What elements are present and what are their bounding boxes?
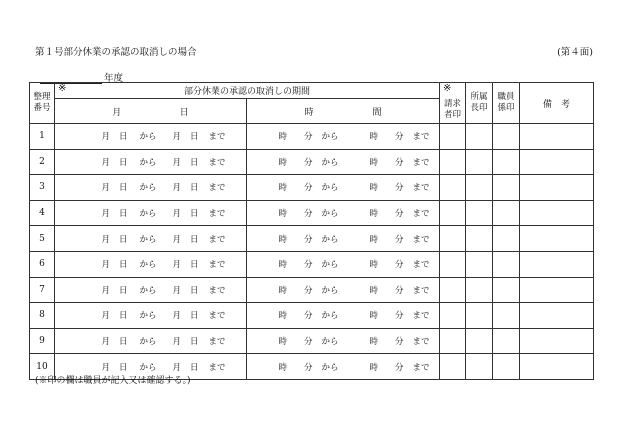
date-range-field[interactable]: 月 日 から 月 日 まで [55,277,247,303]
date-range-field[interactable]: 月 日 から 月 日 まで [55,200,247,226]
table-row [30,226,594,252]
table-row [30,277,594,303]
table-row [30,124,594,150]
remarks-cell[interactable] [520,277,594,303]
staff-seal-cell[interactable] [493,328,520,354]
remarks-cell[interactable] [520,124,594,150]
date-range-field[interactable]: 月 日 から 月 日 まで [55,303,247,329]
claimant-seal-cell[interactable] [440,354,466,380]
header-head-seal: 所属 長印 [466,83,493,124]
table-row [30,149,594,175]
head-seal-cell[interactable] [466,251,493,277]
row-number: 5 [30,226,55,252]
remarks-cell[interactable] [520,226,594,252]
footnote: (※印の欄は職員が記入又は確認する。) [35,376,191,386]
header-serial-no: 整理 番号 [30,83,55,124]
head-seal-cell[interactable] [466,149,493,175]
subheader-date: 月 日 [55,99,247,124]
row-number: 7 [30,277,55,303]
staff-note-mark: ※ [58,83,67,94]
date-range-field[interactable]: 月 日 から 月 日 まで [55,124,247,150]
claimant-seal-cell[interactable] [440,200,466,226]
time-range-field[interactable]: 時 分 から 時 分 まで [247,354,440,380]
row-number: 1 [30,124,55,150]
remarks-cell[interactable] [520,200,594,226]
table-row [30,200,594,226]
header-claimant-seal: ※ 請求 者印 [440,83,466,124]
row-number: 10 [30,354,55,380]
time-range-field[interactable]: 時 分 から 時 分 まで [247,303,440,329]
time-range-field[interactable]: 時 分 から 時 分 まで [247,226,440,252]
year-label: 年度 [104,73,124,84]
remarks-cell[interactable] [520,354,594,380]
staff-seal-cell[interactable] [493,124,520,150]
date-range-field[interactable]: 月 日 から 月 日 まで [55,354,247,380]
table-row [30,303,594,329]
date-range-field[interactable]: 月 日 から 月 日 まで [55,149,247,175]
table-row [30,251,594,277]
row-number: 8 [30,303,55,329]
row-number: 4 [30,200,55,226]
head-seal-cell[interactable] [466,303,493,329]
staff-seal-cell[interactable] [493,226,520,252]
claimant-seal-cell[interactable] [440,149,466,175]
head-seal-cell[interactable] [466,200,493,226]
date-range-field[interactable]: 月 日 から 月 日 まで [55,251,247,277]
time-range-field[interactable]: 時 分 から 時 分 まで [247,328,440,354]
claimant-seal-cell[interactable] [440,226,466,252]
table-body [30,124,594,380]
staff-seal-cell[interactable] [493,354,520,380]
table-row [30,175,594,201]
cancellation-table [29,82,594,380]
staff-seal-cell[interactable] [493,303,520,329]
header-remarks: 備 考 [520,83,594,124]
staff-seal-cell[interactable] [493,149,520,175]
claimant-seal-cell[interactable] [440,303,466,329]
time-range-field[interactable]: 時 分 から 時 分 まで [247,149,440,175]
date-range-field[interactable]: 月 日 から 月 日 まで [55,328,247,354]
form-title: 第１号部分休業の承認の取消しの場合 [35,47,197,58]
table-row [30,328,594,354]
time-range-field[interactable]: 時 分 から 時 分 まで [247,124,440,150]
date-range-field[interactable]: 月 日 から 月 日 まで [55,175,247,201]
period-group-label: 部分休業の承認の取消しの期間 [184,87,311,97]
claimant-seal-cell[interactable] [440,251,466,277]
remarks-cell[interactable] [520,303,594,329]
claimant-seal-cell[interactable] [440,124,466,150]
row-number: 2 [30,149,55,175]
header-cancellation-period [55,83,440,99]
page-number: (第４面) [557,47,593,58]
header-staff-seal: 職員 係印 [493,83,520,124]
claimant-seal-cell[interactable] [440,328,466,354]
remarks-cell[interactable] [520,328,594,354]
claimant-seal-cell[interactable] [440,175,466,201]
remarks-cell[interactable] [520,251,594,277]
head-seal-cell[interactable] [466,277,493,303]
head-seal-cell[interactable] [466,124,493,150]
date-range-field[interactable]: 月 日 から 月 日 まで [55,226,247,252]
claimant-seal-cell[interactable] [440,277,466,303]
time-range-field[interactable]: 時 分 から 時 分 まで [247,251,440,277]
head-seal-cell[interactable] [466,226,493,252]
staff-seal-cell[interactable] [493,175,520,201]
time-range-field[interactable]: 時 分 から 時 分 まで [247,175,440,201]
staff-seal-cell[interactable] [493,200,520,226]
head-seal-cell[interactable] [466,354,493,380]
remarks-cell[interactable] [520,175,594,201]
row-number: 6 [30,251,55,277]
head-seal-cell[interactable] [466,175,493,201]
time-range-field[interactable]: 時 分 から 時 分 まで [247,200,440,226]
row-number: 9 [30,328,55,354]
staff-seal-cell[interactable] [493,277,520,303]
time-range-field[interactable]: 時 分 から 時 分 まで [247,277,440,303]
staff-seal-cell[interactable] [493,251,520,277]
head-seal-cell[interactable] [466,328,493,354]
row-number: 3 [30,175,55,201]
remarks-cell[interactable] [520,149,594,175]
subheader-time: 時 間 [247,99,440,124]
